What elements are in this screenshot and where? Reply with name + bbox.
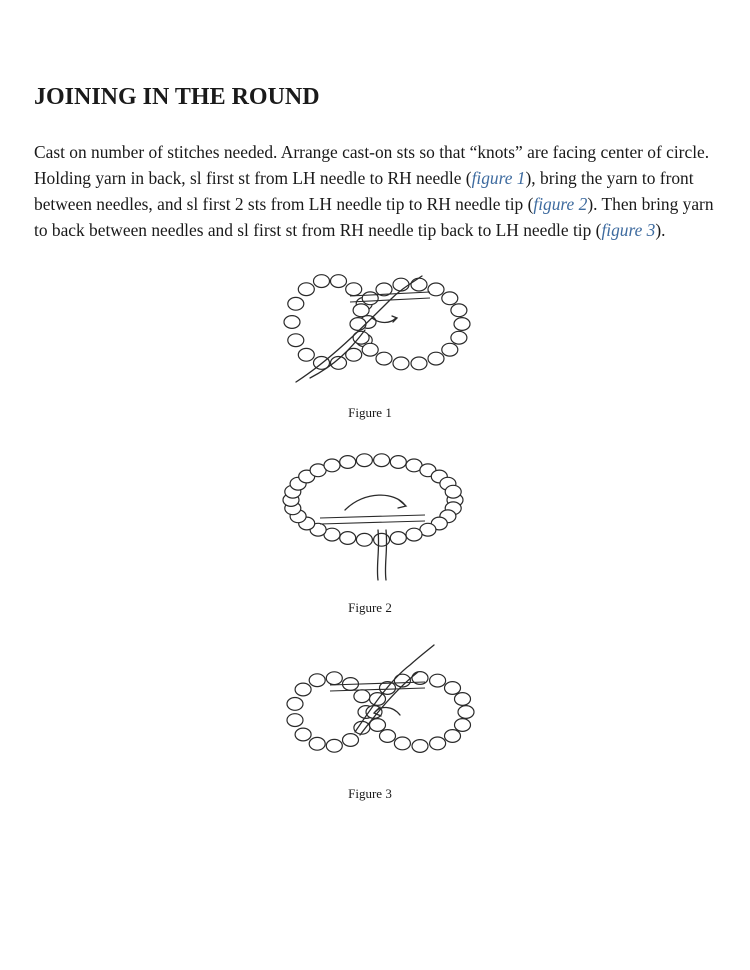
stitch-bead — [326, 672, 342, 685]
stitch-bead — [442, 292, 458, 305]
instructions-line-4: to back between needles and sl first st from RH needle tip back to LH needle tip (figure 3). — [34, 220, 666, 240]
figure-2 — [0, 440, 750, 620]
stitch-bead — [430, 674, 446, 687]
stitch-bead — [454, 318, 470, 331]
stitch-bead — [455, 693, 471, 706]
stitch-bead — [390, 456, 406, 469]
page-title: JOINING IN THE ROUND — [34, 84, 320, 110]
stitch-bead — [353, 304, 369, 317]
stitch-bead — [340, 532, 356, 545]
stitch-bead — [309, 674, 325, 687]
figure-3-illustration — [0, 636, 750, 766]
stitch-bead — [343, 734, 359, 747]
stitch-bead — [411, 278, 427, 291]
figure-1-illustration — [0, 262, 750, 392]
stitch-bead — [298, 348, 314, 361]
stitch-bead — [356, 533, 372, 546]
figure-2-illustration — [0, 440, 750, 585]
stitch-bead — [406, 528, 422, 541]
instructions-paragraph — [34, 139, 734, 243]
instructions-line-3: between needles, and sl first 2 sts from LH needle tip to RH needle tip (figure 2). Then bring yarn — [34, 194, 714, 214]
stitch-bead — [284, 316, 300, 329]
stitch-bead — [445, 682, 461, 695]
stitch-bead — [309, 737, 325, 750]
stitch-bead — [340, 456, 356, 469]
stitch-bead — [451, 331, 467, 344]
stitch-bead — [354, 690, 370, 703]
figure-2-caption: Figure 2 — [348, 600, 392, 615]
instructions-line-1: Cast on number of stitches needed. Arrange cast-on sts so that “knots” are facing center of circle. — [34, 142, 710, 162]
stitch-bead — [350, 318, 366, 331]
stitch-bead — [362, 292, 378, 305]
stitch-bead — [390, 532, 406, 545]
stitch-bead — [430, 737, 446, 750]
stitch-bead — [324, 459, 340, 472]
stitch-bead — [428, 283, 444, 296]
figure-3-link[interactable]: figure 3 — [601, 220, 656, 240]
figure-1-caption: Figure 1 — [348, 405, 392, 420]
stitch-bead — [288, 297, 304, 310]
stitch-bead — [451, 304, 467, 317]
figure-2-link[interactable]: figure 2 — [533, 194, 588, 214]
figure-3 — [0, 636, 750, 806]
stitch-bead — [411, 357, 427, 370]
figure-1-link[interactable]: figure 1 — [471, 168, 526, 188]
stitch-bead — [455, 719, 471, 732]
stitch-bead — [295, 683, 311, 696]
stitch-bead — [380, 730, 396, 743]
stitch-bead — [288, 334, 304, 347]
stitch-bead — [458, 706, 474, 719]
stitch-bead — [356, 454, 372, 467]
stitch-bead — [287, 714, 303, 727]
instructions-line-2: Holding yarn in back, sl first st from LH needle to RH needle (figure 1), bring the yarn to front — [34, 168, 694, 188]
stitch-bead — [445, 485, 461, 498]
stitch-bead — [394, 737, 410, 750]
stitch-bead — [287, 698, 303, 711]
figure-3-caption: Figure 3 — [348, 786, 392, 801]
stitch-bead — [298, 283, 314, 296]
stitch-bead — [314, 275, 330, 288]
stitch-bead — [393, 357, 409, 370]
stitch-bead — [331, 275, 347, 288]
stitch-bead — [442, 343, 458, 356]
stitch-bead — [428, 352, 444, 365]
stitch-bead — [412, 740, 428, 753]
stitch-bead — [374, 533, 390, 546]
stitch-bead — [362, 343, 378, 356]
stitch-bead — [326, 739, 342, 752]
stitch-bead — [393, 278, 409, 291]
stitch-bead — [374, 454, 390, 467]
stitch-bead — [445, 730, 461, 743]
stitch-bead — [346, 283, 362, 296]
stitch-bead — [295, 728, 311, 741]
figure-1 — [0, 262, 750, 432]
stitch-bead — [376, 352, 392, 365]
